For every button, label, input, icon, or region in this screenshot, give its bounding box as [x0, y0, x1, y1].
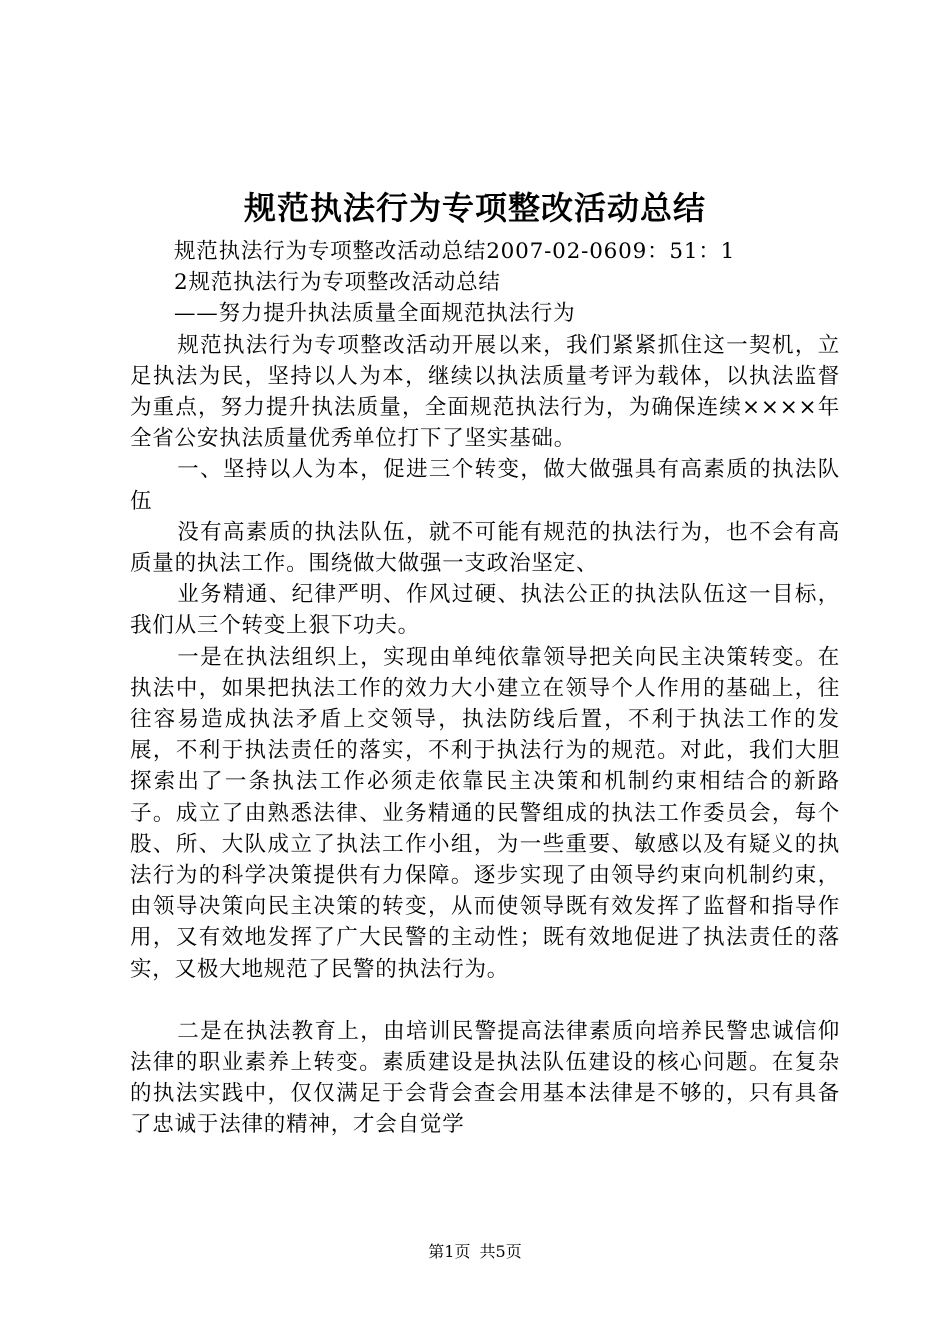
- paragraph-team: 没有高素质的执法队伍，就不可能有规范的执法行为，也不会有高质量的执法工作。围绕做大做强一支政治坚定、: [130, 519, 840, 577]
- document-body: [130, 236, 840, 1141]
- paragraph-intro: 规范执法行为专项整改活动开展以来，我们紧紧抓住这一契机，立足执法为民，坚持以人为本，继续以执法质量考评为载体，以执法监督为重点，努力提升执法质量，全面规范执法行为，为确保连续××××年全省公安执法质量优秀单位打下了坚实基础。: [130, 332, 840, 452]
- paragraph-team-goal: 业务精通、纪律严明、作风过硬、执法公正的执法队伍这一目标，我们从三个转变上狠下功夫。: [130, 582, 840, 639]
- page-footer: [0, 1240, 950, 1264]
- paragraph-gap: [130, 985, 840, 1016]
- document-subtitle: ——努力提升执法质量全面规范执法行为: [174, 301, 576, 327]
- page-total: 共5页: [479, 1242, 522, 1261]
- paragraph-point-1: 一是在执法组织上，实现由单纯依靠领导把关向民主决策转变。在执法中，如果把执法工作的效力大小建立在领导个人作用的基础上，往往容易造成执法矛盾上交领导，执法防线后置，不利于执法工作的发展，不利于执法责任的落实，不利于执法行为的规范。对此，我们大胆探索出了一条执法工作必须走依靠民主决策和机制约束相结合的新路子。成立了由熟悉法律、业务精通的民警组成的执法工作委员会，每个股、所、大队成立了执法工作小组，为一些重要、敏感以及有疑义的执法行为的科学决策提供有力保障。逐步实现了由领导约束向机制约束，由领导决策向民主决策的转变，从而使领导既有效发挥了监督和指导作用，又有效地发挥了广大民警的主动性；既有效地促进了执法责任的落实，又极大地规范了民警的执法行为。: [130, 644, 840, 982]
- paragraph-point-2: 二是在执法教育上，由培训民警提高法律素质向培养民警忠诚信仰法律的职业素养上转变。素质建设是执法队伍建设的核心问题。在复杂的执法实践中，仅仅满足于会背会查会用基本法律是不够的，只有具备了忠诚于法律的精神，才会自觉学: [130, 1018, 840, 1138]
- document-title: 规范执法行为专项整改活动总结: [243, 189, 706, 227]
- page-number: 第1页: [428, 1242, 471, 1261]
- meta-line-2: 2规范执法行为专项整改活动总结: [174, 270, 501, 296]
- meta-line-1: 规范执法行为专项整改活动总结2007-02-0609：51：1: [174, 239, 736, 264]
- section-heading-1: 一、坚持以人为本，促进三个转变，做大做强具有高素质的执法队伍: [130, 457, 840, 514]
